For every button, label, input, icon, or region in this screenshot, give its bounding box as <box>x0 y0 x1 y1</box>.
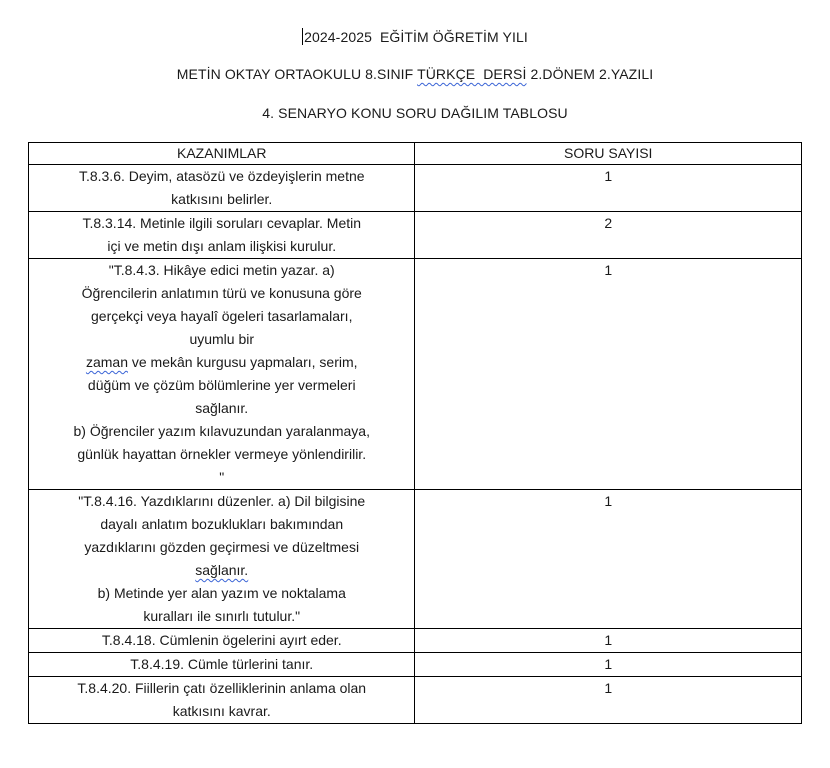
soru-sayisi-cell: 2 <box>415 212 802 259</box>
kazanim-line: düğüm ve çözüm bölümlerine yer vermeleri <box>87 377 356 393</box>
kazanim-cell <box>29 629 415 653</box>
soru-sayisi-cell: 1 <box>415 259 802 490</box>
kazanim-line: T.8.4.20. Fiillerin çatı özelliklerinin anlama olan <box>77 680 367 696</box>
soru-sayisi-cell: 1 <box>415 490 802 629</box>
header-kazanimlar: KAZANIMLAR <box>29 143 415 165</box>
kazanim-line: dayalı anlatım bozuklukları bakımından <box>100 516 344 532</box>
kazanim-line: Öğrencilerin anlatımın türü ve konusuna göre <box>81 285 362 301</box>
table-header-row <box>29 143 802 165</box>
kazanim-cell <box>29 212 415 259</box>
school-heading-post: 2.DÖNEM 2.YAZILI <box>526 66 654 82</box>
kazanim-line: " <box>219 469 225 485</box>
kazanim-cell <box>29 165 415 212</box>
table-row <box>29 165 802 212</box>
kazanim-line: T.8.3.14. Metinle ilgili soruları cevaplar. Metin <box>82 215 362 231</box>
school-heading-pre: METİN OKTAY ORTAOKULU 8.SINIF <box>176 66 418 82</box>
table-row <box>29 629 802 653</box>
header-soru-sayisi: SORU SAYISI <box>415 143 802 165</box>
table-row <box>29 653 802 677</box>
kazanim-line: sağlanır. <box>195 400 249 416</box>
kazanim-line: uyumlu bir <box>189 331 255 347</box>
kazanim-cell <box>29 677 415 724</box>
kazanim-line: b) Öğrenciler yazım kılavuzundan yaralanmaya, <box>73 423 370 439</box>
kazanim-line: sağlanır. <box>195 562 249 578</box>
soru-sayisi-cell: 1 <box>415 629 802 653</box>
kazanim-line: kuralları ile sınırlı tutulur." <box>143 608 301 624</box>
school-heading <box>0 66 830 82</box>
soru-sayisi-cell: 1 <box>415 653 802 677</box>
kazanim-line: yazdıklarını gözden geçirmesi ve düzeltmesi <box>84 539 360 555</box>
table-row <box>29 212 802 259</box>
kazanim-line: T.8.3.6. Deyim, atasözü ve özdeyişlerin metne <box>78 168 365 184</box>
kazanim-cell <box>29 259 415 490</box>
kazanim-line: T.8.4.19. Cümle türlerini tanır. <box>130 656 314 672</box>
kazanim-cell <box>29 653 415 677</box>
kazanim-cell <box>29 490 415 629</box>
kazanim-line: "T.8.4.16. Yazdıklarını düzenler. a) Dil bilgisine <box>78 493 366 509</box>
kazanim-line: T.8.4.18. Cümlenin ögelerini ayırt eder. <box>101 632 342 648</box>
kazanim-line: "T.8.4.3. Hikâye edici metin yazar. a) <box>108 262 335 278</box>
kazanim-line: içi ve metin dışı anlam ilişkisi kurulur. <box>107 238 337 254</box>
soru-sayisi-cell: 1 <box>415 165 802 212</box>
text-cursor <box>302 28 303 45</box>
table-row <box>29 490 802 629</box>
school-heading-course: TÜRKÇE DERSİ <box>417 66 527 82</box>
kazanim-line: günlük hayattan örnekler vermeye yönlendirilir. <box>77 446 367 462</box>
table-row <box>29 259 802 490</box>
kazanim-line: b) Metinde yer alan yazım ve noktalama <box>97 585 346 601</box>
kazanim-line: katkısını kavrar. <box>172 703 271 719</box>
kazanim-line: katkısını belirler. <box>171 191 273 207</box>
kazanim-line: zaman ve mekân kurgusu yapmaları, serim, <box>85 354 358 370</box>
distribution-table <box>28 142 802 724</box>
scenario-heading: 4. SENARYO KONU SORU DAĞILIM TABLOSU <box>262 105 568 121</box>
year-heading-text: 2024-2025 EĞİTİM ÖĞRETİM YILI <box>304 29 528 45</box>
year-heading <box>0 28 830 45</box>
kazanim-line: gerçekçi veya hayalî ögeleri tasarlamaları, <box>91 308 353 324</box>
soru-sayisi-cell: 1 <box>415 677 802 724</box>
table-body <box>29 165 802 724</box>
table-row <box>29 677 802 724</box>
